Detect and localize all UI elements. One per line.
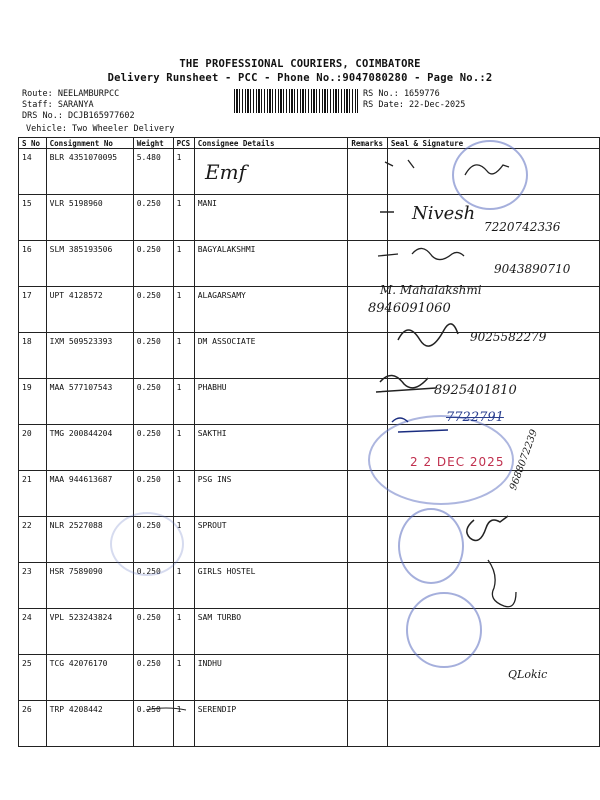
cell-consignment: TMG 200844204 [46, 425, 133, 471]
cell-sno: 20 [19, 425, 47, 471]
cell-weight: 0.250 [133, 701, 173, 747]
table-row [19, 701, 600, 747]
handwritten-phone: 8946091060 [368, 301, 451, 316]
rs-info [363, 89, 465, 111]
cell-consignment: UPT 4128572 [46, 287, 133, 333]
rs-date: RS Date: 22-Dec-2025 [363, 100, 466, 110]
cell-consignee: ALAGARSAMY [194, 287, 348, 333]
barcode [234, 89, 358, 113]
cell-sno: 17 [19, 287, 47, 333]
cell-consignment: MAA 577107543 [46, 379, 133, 425]
col-remarks: Remarks [348, 138, 388, 149]
cell-pcs: 1 [173, 701, 194, 747]
cell-pcs: 1 [173, 517, 194, 563]
cell-weight: 0.250 [133, 287, 173, 333]
cell-weight: 0.250 [133, 333, 173, 379]
document-header [0, 58, 600, 84]
cell-sno: 18 [19, 333, 47, 379]
cell-consignment: TCG 42076170 [46, 655, 133, 701]
table-row [19, 609, 600, 655]
cell-weight: 0.250 [133, 241, 173, 287]
staff-label: Staff: SARANYA [22, 100, 94, 110]
cell-weight: 0.250 [133, 471, 173, 517]
cell-pcs: 1 [173, 609, 194, 655]
cell-pcs: 1 [173, 241, 194, 287]
cell-consignment: HSR 7589090 [46, 563, 133, 609]
cell-consignee: PSG INS [194, 471, 348, 517]
route-label: Route: NEELAMBURPCC [22, 89, 120, 99]
company-title: THE PROFESSIONAL COURIERS, COIMBATORE [179, 58, 421, 70]
cell-consignment: TRP 4208442 [46, 701, 133, 747]
cell-remarks [348, 609, 388, 655]
cell-consignee: GIRLS HOSTEL [194, 563, 348, 609]
date-stamp: 2 2 DEC 2025 [410, 455, 505, 469]
col-weight: Weight [133, 138, 173, 149]
cell-pcs: 1 [173, 149, 194, 195]
cell-remarks [348, 195, 388, 241]
cell-sno: 16 [19, 241, 47, 287]
company-seal-stamp [452, 140, 528, 210]
cell-consignee: SPROUT [194, 517, 348, 563]
cell-pcs: 1 [173, 425, 194, 471]
handwritten-signature: QLokic [508, 668, 548, 681]
cell-remarks [348, 517, 388, 563]
table-row [19, 563, 600, 609]
cell-weight: 0.250 [133, 379, 173, 425]
col-seal-signature: Seal & Signature [387, 138, 599, 149]
drs-number: DRS No.: DCJB165977602 [22, 111, 135, 121]
cell-consignment: IXM 509523393 [46, 333, 133, 379]
cell-consignment: BLR 4351070095 [46, 149, 133, 195]
round-seal-stamp [406, 592, 482, 668]
cell-sno: 21 [19, 471, 47, 517]
cell-sno: 15 [19, 195, 47, 241]
handwritten-phone: 8925401810 [434, 383, 517, 398]
cell-sno: 26 [19, 701, 47, 747]
cell-consignment: VLR 5198960 [46, 195, 133, 241]
handwritten-phone-struck: 7722791 [446, 410, 504, 425]
cell-consignee: DM ASSOCIATE [194, 333, 348, 379]
cell-sno: 24 [19, 609, 47, 655]
cell-weight: 0.250 [133, 609, 173, 655]
table-row [19, 517, 600, 563]
cell-weight: 0.250 [133, 425, 173, 471]
cell-consignee: INDHU [194, 655, 348, 701]
cell-consignee: PHABHU [194, 379, 348, 425]
cell-consignee: SERENDIP [194, 701, 348, 747]
cell-remarks [348, 333, 388, 379]
col-consignee: Consignee Details [194, 138, 348, 149]
vehicle-label: Vehicle: Two Wheeler Delivery [26, 124, 175, 134]
cell-signature [387, 701, 599, 747]
cell-remarks [348, 241, 388, 287]
cell-consignment: MAA 944613687 [46, 471, 133, 517]
cell-weight: 0.250 [133, 195, 173, 241]
handwritten-signature: M. Mahalakshmi [380, 283, 482, 297]
col-consignment: Consignment No [46, 138, 133, 149]
cell-sno: 25 [19, 655, 47, 701]
cell-sno: 14 [19, 149, 47, 195]
cell-consignment: SLM 385193506 [46, 241, 133, 287]
cell-consignment: VPL 523243824 [46, 609, 133, 655]
cell-remarks [348, 655, 388, 701]
cell-remarks [348, 701, 388, 747]
col-sno: S No [19, 138, 47, 149]
cell-pcs: 1 [173, 563, 194, 609]
cell-weight: 0.250 [133, 517, 173, 563]
cell-pcs: 1 [173, 655, 194, 701]
cell-pcs: 1 [173, 333, 194, 379]
handwritten-phone: 9043890710 [494, 262, 571, 276]
cell-weight: 5.480 [133, 149, 173, 195]
cell-consignee: BAGYALAKSHMI [194, 241, 348, 287]
cell-consignee: MANI [194, 195, 348, 241]
cell-pcs: 1 [173, 195, 194, 241]
handwritten-phone: 9025582279 [470, 330, 547, 344]
cell-consignee: SAM TURBO [194, 609, 348, 655]
cell-sno: 23 [19, 563, 47, 609]
cell-signature [387, 655, 599, 701]
cell-sno: 22 [19, 517, 47, 563]
cell-weight: 0.250 [133, 655, 173, 701]
handwritten-signature: Nivesh [412, 203, 476, 224]
cell-weight: 0.250 [133, 563, 173, 609]
runsheet-subtitle: Delivery Runsheet - PCC - Phone No.:9047080280 - Page No.:2 [107, 72, 493, 84]
cell-pcs: 1 [173, 471, 194, 517]
cell-remarks [348, 563, 388, 609]
cell-sno: 19 [19, 379, 47, 425]
handwritten-phone: 9688072239 [508, 428, 541, 492]
rs-number: RS No.: 1659776 [363, 89, 440, 99]
table-body [19, 149, 600, 747]
cell-consignment: NLR 2527088 [46, 517, 133, 563]
cell-remarks [348, 379, 388, 425]
cell-consignee: SAKTHI [194, 425, 348, 471]
table-row [19, 287, 600, 333]
cell-pcs: 1 [173, 379, 194, 425]
faint-seal-stamp [110, 512, 184, 576]
cell-remarks [348, 149, 388, 195]
handwritten-note: Emf [205, 160, 246, 184]
handwritten-phone: 7220742336 [484, 220, 561, 234]
cell-pcs: 1 [173, 287, 194, 333]
round-seal-stamp [398, 508, 464, 584]
route-info [22, 89, 135, 122]
col-pcs: PCS [173, 138, 194, 149]
